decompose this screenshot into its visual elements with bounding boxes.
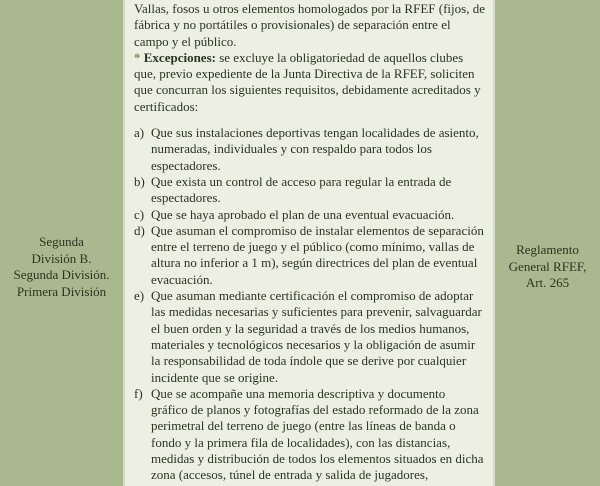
- list-item-text: Que se acompañe una memoria descriptiva y documento gráfico de planos y fotografías del estado reformado de la zona perimetral del terreno de juego (entre las líneas de banda o fondo y la primera fila de localidades), con las distancias, medidas y distribución de todos los elementos situados en dicha zona (accesos, túnel de entrada y salida de jugadores,: [151, 385, 484, 483]
- list-item-text: Que asuman el compromiso de instalar elementos de separación entre el terreno de juego y el público (como mínimo, vallas de altura no inferior a 1 m), según directrices del plan de eventual evacuación.: [151, 222, 484, 287]
- regulation-text: [509, 194, 587, 292]
- list-item: [134, 386, 485, 484]
- regulation-line-2: General RFEF,: [508, 258, 587, 274]
- division-line-4: Primera División: [16, 283, 107, 299]
- exceptions-marker: *: [134, 49, 141, 65]
- regulation-line-3: Art. 265: [525, 275, 570, 291]
- list-item-text: Que exista un control de acceso para regular la entrada de espectadores.: [151, 173, 452, 206]
- list-item: [134, 207, 485, 223]
- list-item-text: Que se haya aprobado el plan de una eventual evacuación.: [151, 206, 455, 222]
- list-item-label: b): [134, 173, 145, 189]
- division-line-2: División B.: [31, 250, 92, 266]
- list-item: [134, 174, 485, 207]
- requirement-intro: Vallas, fosos u otros elementos homologados por la RFEF (fijos, de fábrica y no portátiles o provisionales) de separación entre el campo y el público.: [134, 1, 485, 49]
- list-item-text: Que sus instalaciones deportivas tengan localidades de asiento, numeradas, individuales y con respaldo para todos los espectadores.: [151, 125, 479, 173]
- list-item-label: a): [134, 125, 145, 141]
- exceptions-list: [134, 125, 485, 484]
- list-item-label: c): [134, 206, 145, 222]
- list-item: [134, 125, 485, 174]
- list-item: [134, 288, 485, 386]
- exceptions-paragraph: [134, 50, 485, 115]
- division-cell: [0, 0, 125, 486]
- list-item: [134, 223, 485, 288]
- exceptions-label: Excepciones:: [143, 49, 216, 65]
- list-item-label: e): [134, 288, 145, 304]
- regulation-cell: [493, 0, 600, 486]
- division-text: [13, 186, 109, 300]
- list-item-label: f): [134, 385, 143, 401]
- division-line-3: Segunda División.: [13, 267, 110, 282]
- requirement-cell: [125, 0, 493, 486]
- list-item-label: d): [134, 222, 145, 238]
- exceptions-text: se excluye la obligatoriedad de aquellos clubes que, previo expediente de la Junta Directiva de la RFEF, soliciten que concurran los siguientes requisitos, debidamente acreditados y certificados:: [134, 49, 481, 114]
- list-item-text: Que asuman mediante certificación el compromiso de adoptar las medidas necesarias y suficientes para prevenir, salvaguardar el buen orden y la seguridad a través de los medios humanos, materiales y tecnológicos necesarios y la obligación de asumir la responsabilidad de toda índole que se derive por cualquier incidente que se origine.: [151, 288, 482, 385]
- regulation-line-1: Reglamento: [516, 242, 579, 258]
- division-line-1: Segunda: [39, 234, 84, 249]
